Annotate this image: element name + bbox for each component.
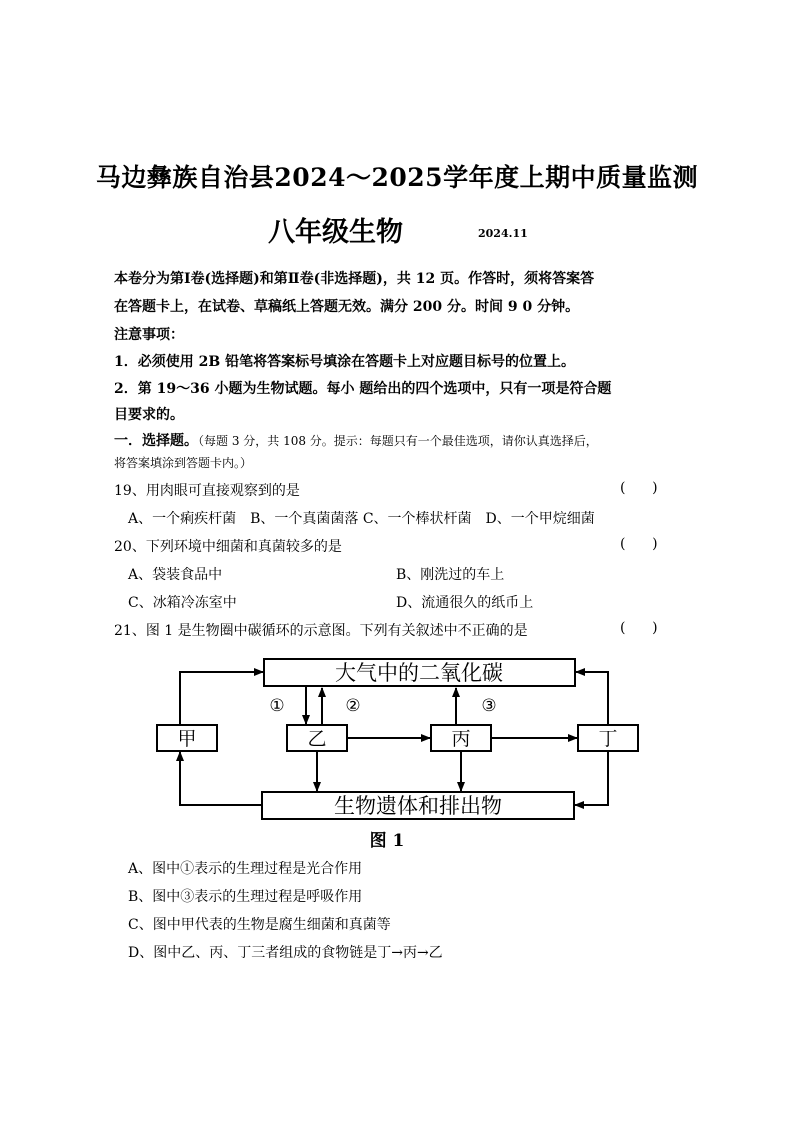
arrow-jia-to-co2 [180, 672, 263, 724]
node-yi-label: 乙 [307, 728, 327, 750]
question-20-option-d: D、流通很久的纸币上 [396, 595, 534, 611]
process-1-label: ① [269, 696, 285, 716]
arrow-remains-to-jia [180, 752, 261, 805]
figure-caption: 图 1 [369, 831, 405, 851]
question-21-stem: 21、图 1 是生物圈中碳循环的示意图。下列有关叙述中不正确的是 [114, 623, 528, 639]
intro-line-1: 本卷分为第Ⅰ卷(选择题)和第Ⅱ卷(非选择题)，共 12 页。作答时，须将答案答 [114, 271, 595, 287]
question-20-stem: 20、下列环境中细菌和真菌较多的是 [114, 539, 342, 555]
process-3-label: ③ [481, 696, 497, 716]
node-bing-label: 丙 [451, 728, 471, 750]
remains-excreta-label: 生物遗体和排出物 [334, 794, 502, 818]
atmosphere-co2-label: 大气中的二氧化碳 [335, 661, 503, 685]
exam-date: 2024.11 [478, 227, 528, 240]
section-note-1: （每题 3 分，共 108 分。提示：每题只有一个最佳选项，请你认真选择后， [198, 434, 598, 448]
question-19-options: A、一个痢疾杆菌 B、一个真菌菌落 C、一个棒状杆菌 D、一个甲烷细菌 [128, 511, 595, 527]
question-21-option-b: B、图中③表示的生理过程是呼吸作用 [128, 889, 363, 905]
arrow-ding-to-co2 [576, 672, 608, 724]
question-19-stem: 19、用肉眼可直接观察到的是 [114, 483, 300, 499]
process-2-label: ② [345, 696, 361, 716]
question-20-option-b: B、刚洗过的车上 [396, 567, 505, 583]
notice-item-2-line-1: 2．第 19～36 小题为生物试题。每小 题给出的四个选项中，只有一项是符合题 [114, 381, 612, 397]
question-20-answer-blank: ( ) [620, 536, 658, 552]
question-20-option-c: C、冰箱冷冻室中 [128, 595, 237, 611]
node-ding-label: 丁 [598, 728, 618, 750]
section-heading: 一．选择题。 [114, 433, 198, 449]
notice-item-2-line-2: 目要求的。 [114, 407, 184, 423]
question-21-option-d: D、图中乙、丙、丁三者组成的食物链是丁→丙→乙 [128, 945, 443, 961]
question-21-answer-blank: ( ) [620, 620, 658, 636]
question-21-option-c: C、图中甲代表的生物是腐生细菌和真菌等 [128, 917, 391, 933]
exam-subtitle: 八年级生物 [268, 217, 403, 248]
question-20-option-a: A、袋装食品中 [128, 567, 223, 583]
node-jia-label: 甲 [177, 728, 197, 750]
notice-heading: 注意事项： [114, 327, 184, 343]
question-21-option-a: A、图中①表示的生理过程是光合作用 [128, 861, 363, 877]
notice-item-1: 1．必须使用 2B 铅笔将答案标号填涂在答题卡上对应题目标号的位置上。 [114, 354, 576, 370]
exam-title: 马边彝族自治县2024～2025学年度上期中质量监测 [95, 163, 699, 192]
arrow-ding-to-remains [575, 752, 608, 805]
question-19-answer-blank: ( ) [620, 480, 658, 496]
intro-line-2: 在答题卡上，在试卷、草稿纸上答题无效。满分 200 分。时间 9 0 分钟。 [114, 299, 580, 315]
section-note-2: 将答案填涂到答题卡内。） [114, 456, 253, 470]
